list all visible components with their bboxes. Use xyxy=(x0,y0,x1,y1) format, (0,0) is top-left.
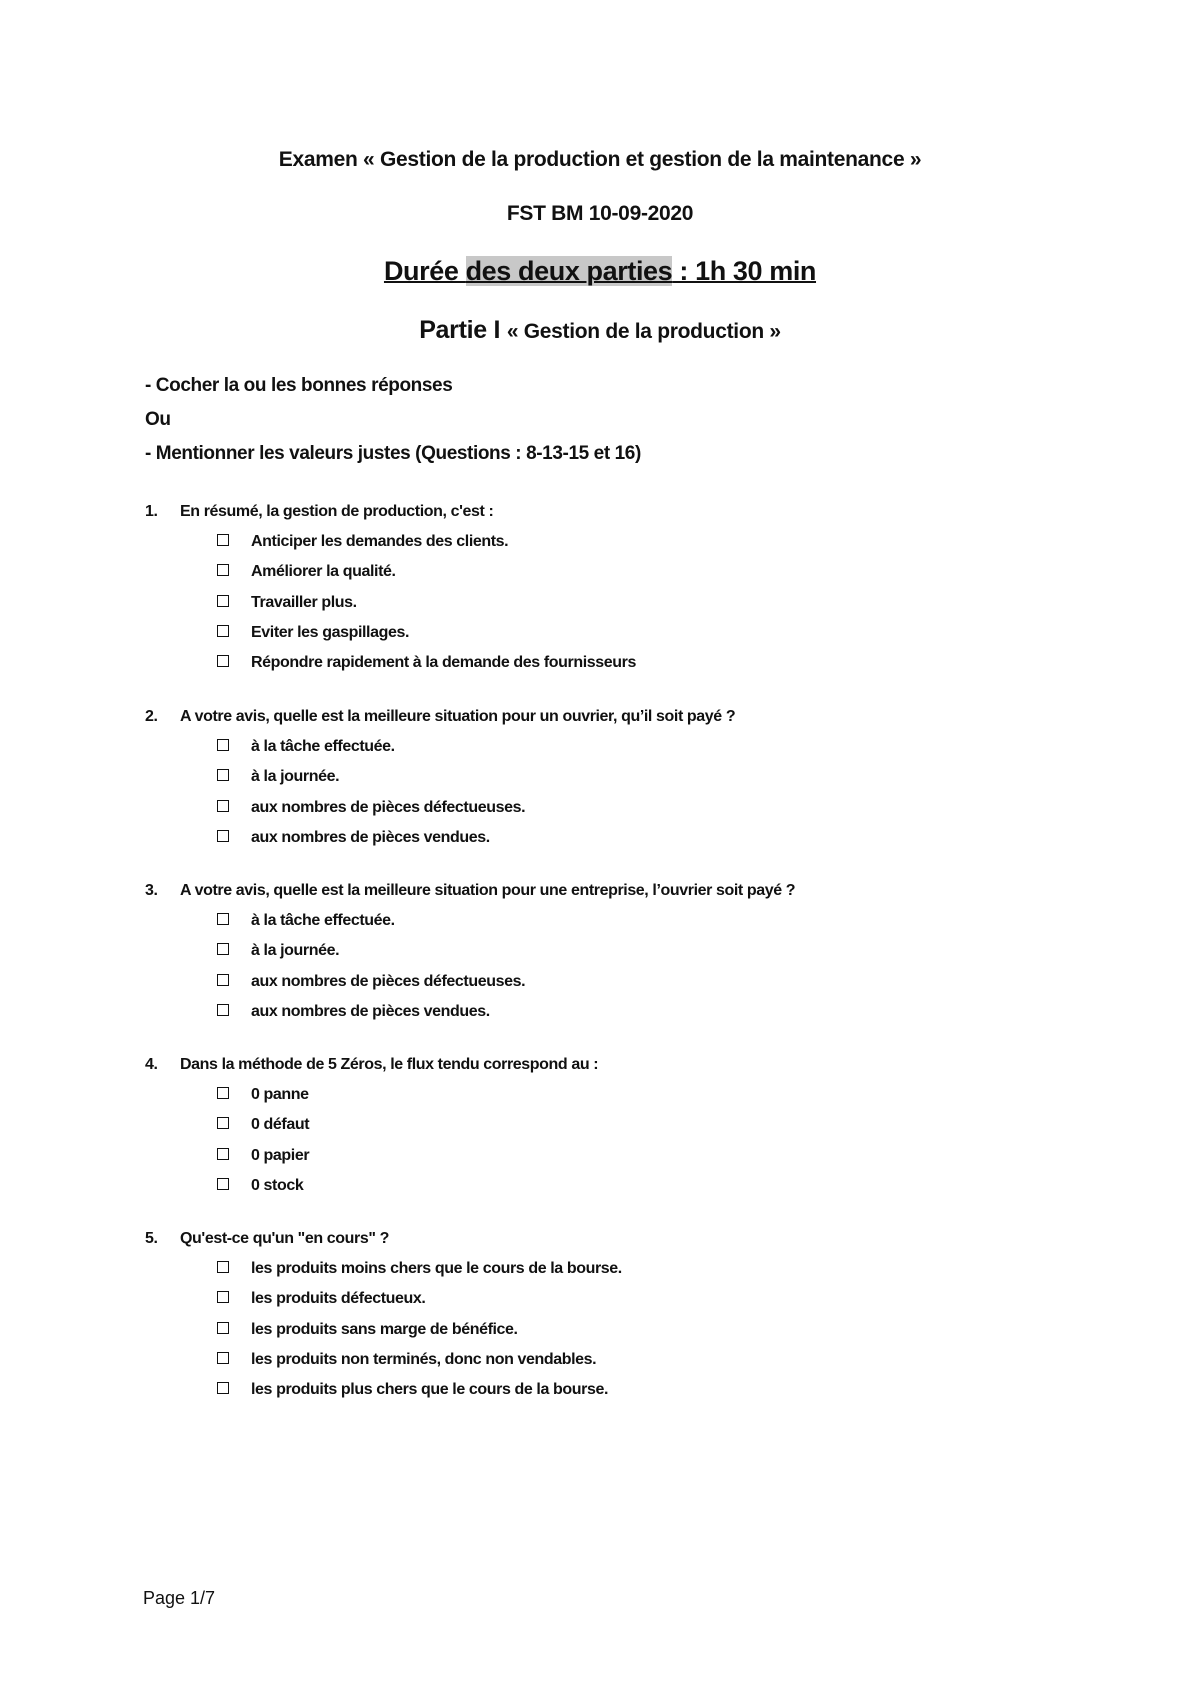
checkbox[interactable] xyxy=(217,1087,229,1099)
checkbox[interactable] xyxy=(217,564,229,576)
answer-option[interactable] xyxy=(217,942,339,960)
option-label: 0 stock xyxy=(251,1176,304,1194)
answer-option[interactable] xyxy=(217,1381,608,1399)
question xyxy=(145,503,493,521)
answer-option[interactable] xyxy=(217,1351,596,1369)
duration-suffix: : 1h 30 min xyxy=(672,256,817,286)
instruction: - Cocher la ou les bonnes réponses xyxy=(145,375,453,396)
question-text: Dans la méthode de 5 Zéros, le flux tendu correspond au : xyxy=(180,1056,599,1073)
answer-option[interactable] xyxy=(217,768,339,786)
instruction: - Mentionner les valeurs justes (Questions : 8-13-15 et 16) xyxy=(145,443,641,464)
answer-option[interactable] xyxy=(217,1321,518,1339)
part-label: Partie I xyxy=(419,316,507,344)
part-heading xyxy=(0,316,1200,345)
checkbox[interactable] xyxy=(217,534,229,546)
checkbox[interactable] xyxy=(217,655,229,667)
question-text: A votre avis, quelle est la meilleure situation pour une entreprise, l’ouvrier soit payé ? xyxy=(180,882,796,899)
exam-title: Examen « Gestion de la production et gestion de la maintenance » xyxy=(278,148,922,171)
question-text: En résumé, la gestion de production, c'est : xyxy=(180,503,494,520)
answer-option[interactable] xyxy=(217,1086,309,1104)
option-label: 0 panne xyxy=(251,1086,309,1103)
answer-option[interactable] xyxy=(217,624,409,642)
question-number: 4. xyxy=(145,1056,158,1073)
option-label: les produits défectueux. xyxy=(251,1290,426,1308)
option-label: les produits sans marge de bénéfice. xyxy=(251,1320,518,1338)
question xyxy=(145,882,795,900)
checkbox[interactable] xyxy=(217,943,229,955)
option-label: aux nombres de pièces vendues. xyxy=(251,1002,490,1020)
checkbox[interactable] xyxy=(217,1178,229,1190)
answer-option[interactable] xyxy=(217,1260,622,1278)
page-number: Page 1/7 xyxy=(143,1588,216,1608)
option-label: à la tâche effectuée. xyxy=(251,738,395,755)
checkbox[interactable] xyxy=(217,1322,229,1334)
checkbox[interactable] xyxy=(217,1004,229,1016)
question xyxy=(145,708,735,726)
answer-option[interactable] xyxy=(217,1290,425,1308)
option-label: les produits non terminés, donc non vendables. xyxy=(251,1350,597,1368)
checkbox[interactable] xyxy=(217,913,229,925)
question xyxy=(145,1056,598,1074)
answer-option[interactable] xyxy=(217,563,396,581)
checkbox[interactable] xyxy=(217,1291,229,1303)
option-label: les produits plus chers que le cours de la bourse. xyxy=(251,1381,608,1399)
option-label: 0 papier xyxy=(251,1146,310,1164)
checkbox[interactable] xyxy=(217,595,229,607)
checkbox[interactable] xyxy=(217,1148,229,1160)
option-label: aux nombres de pièces défectueuses. xyxy=(251,972,526,990)
option-label: Eviter les gaspillages. xyxy=(251,623,409,641)
option-label: Anticiper les demandes des clients. xyxy=(251,533,509,550)
answer-option[interactable] xyxy=(217,738,395,756)
checkbox[interactable] xyxy=(217,769,229,781)
instruction: Ou xyxy=(145,409,171,430)
part-title: « Gestion de la production » xyxy=(506,320,781,343)
answer-option[interactable] xyxy=(217,594,357,612)
answer-option[interactable] xyxy=(217,1147,309,1165)
answer-option[interactable] xyxy=(217,1177,303,1195)
duration-prefix: Durée xyxy=(383,256,466,286)
exam-duration xyxy=(0,256,1200,287)
question xyxy=(145,1230,389,1248)
option-label: à la journée. xyxy=(251,942,340,960)
answer-option[interactable] xyxy=(217,1116,309,1134)
checkbox[interactable] xyxy=(217,739,229,751)
option-label: les produits moins chers que le cours de la bourse. xyxy=(251,1260,622,1277)
option-label: aux nombres de pièces défectueuses. xyxy=(251,798,526,816)
option-label: 0 défaut xyxy=(251,1116,310,1134)
question-number: 3. xyxy=(145,882,158,899)
checkbox[interactable] xyxy=(217,1261,229,1273)
question-text: Qu'est-ce qu'un "en cours" ? xyxy=(180,1230,389,1247)
answer-option[interactable] xyxy=(217,799,525,817)
answer-option[interactable] xyxy=(217,1003,490,1021)
checkbox[interactable] xyxy=(217,974,229,986)
checkbox[interactable] xyxy=(217,625,229,637)
question-text: A votre avis, quelle est la meilleure situation pour un ouvrier, qu’il soit payé ? xyxy=(180,708,736,725)
question-number: 5. xyxy=(145,1230,158,1247)
checkbox[interactable] xyxy=(217,800,229,812)
answer-option[interactable] xyxy=(217,973,525,991)
option-label: aux nombres de pièces vendues. xyxy=(251,828,490,846)
option-label: à la journée. xyxy=(251,768,340,786)
option-label: Travailler plus. xyxy=(251,593,357,611)
exam-subtitle: FST BM 10-09-2020 xyxy=(506,202,694,225)
answer-option[interactable] xyxy=(217,654,636,672)
question-number: 1. xyxy=(145,503,158,520)
option-label: à la tâche effectuée. xyxy=(251,912,395,929)
answer-option[interactable] xyxy=(217,912,395,930)
option-label: Améliorer la qualité. xyxy=(251,563,396,581)
answer-option[interactable] xyxy=(217,533,508,551)
checkbox[interactable] xyxy=(217,1352,229,1364)
checkbox[interactable] xyxy=(217,1117,229,1129)
option-label: Répondre rapidement à la demande des fournisseurs xyxy=(251,654,636,672)
answer-option[interactable] xyxy=(217,829,490,847)
question-number: 2. xyxy=(145,708,158,725)
checkbox[interactable] xyxy=(217,830,229,842)
checkbox[interactable] xyxy=(217,1382,229,1394)
duration-highlight: des deux parties xyxy=(465,256,673,286)
